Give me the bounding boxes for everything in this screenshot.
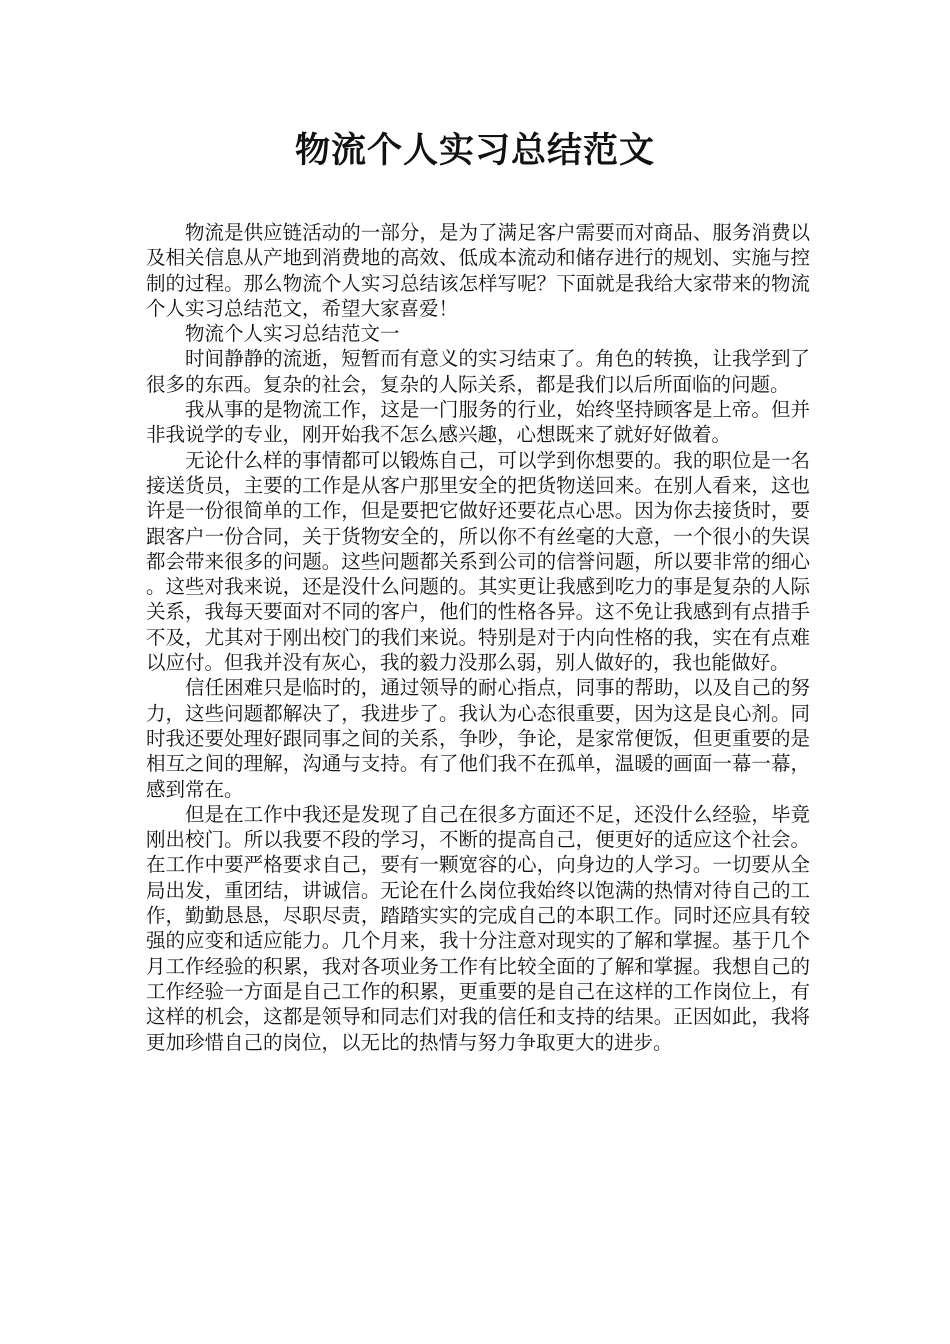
body-paragraph: 时间静静的流逝，短暂而有意义的实习结束了。角色的转换，让我学到了很多的东西。复杂的社会，复杂的人际关系，都是我们以后所面临的问题。 xyxy=(146,347,810,396)
document-body xyxy=(146,220,810,1055)
body-paragraph: 无论什么样的事情都可以锻炼自己，可以学到你想要的。我的职位是一名接送货员，主要的工作是从客户那里安全的把货物送回来。在别人看来，这也许是一份很简单的工作，但是要把它做好还要花点心思。因为你去接货时，要跟客户一份合同，关于货物安全的，所以你不有丝毫的大意，一个很小的失误都会带来很多的问题。这些问题都关系到公司的信誉问题，所以要非常的细心。这些对我来说，还是没什么问题的。其实更让我感到吃力的事是复杂的人际关系，我每天要面对不同的客户，他们的性格各异。这不免让我感到有点措手不及，尤其对于刚出校门的我们来说。特别是对于内向性格的我，实在有点难以应付。但我并没有灰心，我的毅力没那么弱，别人做好的，我也能做好。 xyxy=(146,448,810,675)
body-paragraph: 我从事的是物流工作，这是一门服务的行业，始终坚持顾客是上帝。但并非我说学的专业，刚开始我不怎么感兴趣，心想既来了就好好做着。 xyxy=(146,398,810,447)
document-title: 物流个人实习总结范文 xyxy=(294,131,655,171)
intro-paragraph: 物流是供应链活动的一部分，是为了满足客户需要而对商品、服务消费以及相关信息从产地到消费地的高效、低成本流动和储存进行的规划、实施与控制的过程。那么物流个人实习总结该怎样写呢？下面就是我给大家带来的物流个人实习总结范文，希望大家喜爱！ xyxy=(146,221,810,320)
body-paragraph: 信任困难只是临时的，通过领导的耐心指点，同事的帮助，以及自己的努力，这些问题都解决了，我进步了。我认为心态很重要，因为这是良心剂。同时我还要处理好跟同事之间的关系，争吵，争论，是家常便饭，但更重要的是相互之间的理解，沟通与支持。有了他们我不在孤单，温暖的画面一幕一幕，感到常在。 xyxy=(146,676,810,801)
body-paragraph: 但是在工作中我还是发现了自己在很多方面还不足，还没什么经验，毕竟刚出校门。所以我要不段的学习，不断的提高自己，便更好的适应这个社会。在工作中要严格要求自己，要有一颗宽容的心，向身边的人学习。一切要从全局出发，重团结，讲诚信。无论在什么岗位我始终以饱满的热情对待自己的工作，勤勤恳恳，尽职尽责，踏踏实实的完成自己的本职工作。同时还应具有较强的应变和适应能力。几个月来，我十分注意对现实的了解和掌握。基于几个月工作经验的积累，我对各项业务工作有比较全面的了解和掌握。我想自己的工作经验一方面是自己工作的积累，更重要的是自己在这样的工作岗位上，有这样的机会，这都是领导和同志们对我的信任和支持的结果。正因如此，我将更加珍惜自己的岗位，以无比的热情与努力争取更大的进步。 xyxy=(146,802,810,1054)
section-heading: 物流个人实习总结范文一 xyxy=(185,322,400,346)
